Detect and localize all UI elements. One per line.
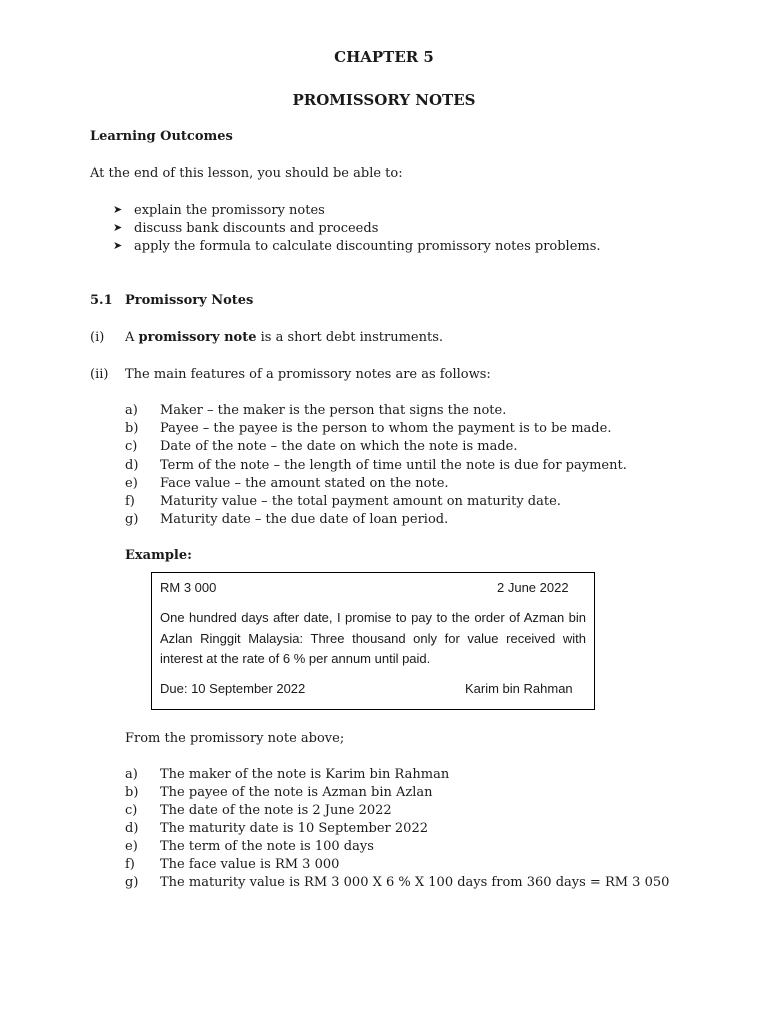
note-due-date: Due: 10 September 2022 [160,681,306,696]
note-body: One hundred days after date, I promise to pay to the order of Azman bin Azlan Ringgit Malaysia: Three thousand only for value received with interest at the rate of 6 % per annum until paid. [160,610,586,666]
learning-outcomes-heading: Learning Outcomes [90,129,233,144]
point-i-label: (i) [90,330,105,345]
learning-outcomes-intro: At the end of this lesson, you should be able to: [90,166,403,181]
point-i-text: A promissory note is a short debt instruments. [125,330,444,345]
arrowhead-bullet-icon: ➤ [113,239,123,252]
section-number: 5.1 [90,293,113,308]
arrowhead-bullet-icon: ➤ [113,203,123,216]
section-heading: Promissory Notes [125,293,254,308]
promissory-note-box [151,572,595,710]
arrowhead-bullet-icon: ➤ [113,221,123,234]
section-title: PROMISSORY NOTES [292,91,476,109]
example-intro: From the promissory note above; [125,731,345,746]
note-date: 2 June 2022 [497,580,569,595]
point-ii-text: The main features of a promissory notes are as follows: [125,367,491,382]
promissory-note-term: promissory note [138,330,257,345]
note-signatory: Karim bin Rahman [465,681,573,696]
example-heading: Example: [125,548,192,563]
note-amount: RM 3 000 [160,580,217,595]
chapter-title: CHAPTER 5 [334,48,434,66]
point-ii-label: (ii) [90,367,109,382]
